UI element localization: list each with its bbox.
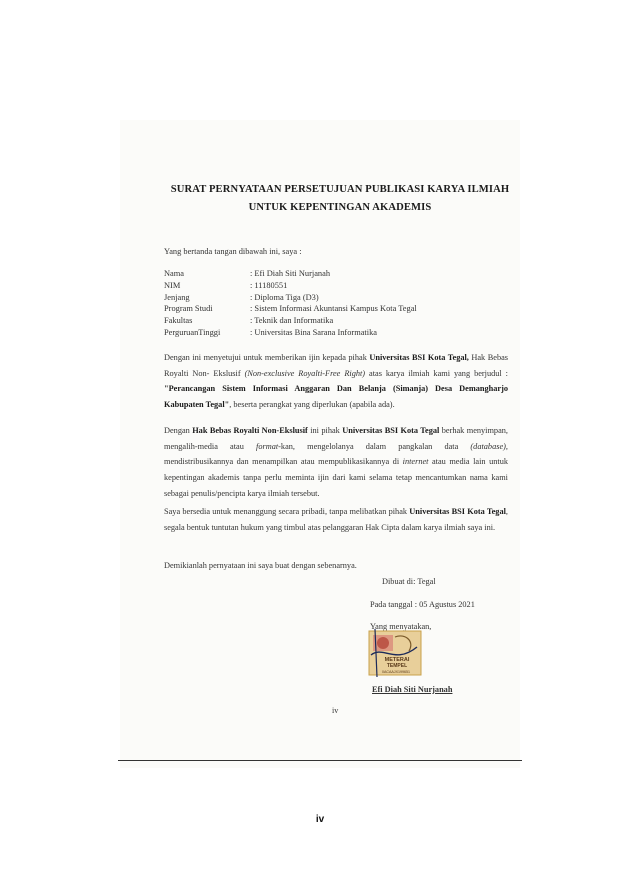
text-run: Hak Bebas Royalti Non- Ekslusif (164, 353, 509, 378)
text-run-italic: (database) (470, 441, 506, 451)
text-run: , mendistribusikannya dan menampilkan atau mempublikasikannya di (164, 441, 508, 467)
field-value: : Teknik dan Informatika (250, 316, 334, 326)
field-value: : Sistem Informasi Akuntansi Kampus Kota Tegal (250, 304, 417, 314)
signature-date: Pada tanggal : 05 Agustus 2021 (370, 600, 475, 609)
document-title-line2: UNTUK KEPENTINGAN AKADEMIS (248, 202, 432, 213)
text-run: , segala bentuk tuntutan hukum yang timbul atas pelanggaran Hak Cipta dalam karya ilmiah saya ini. (164, 507, 508, 532)
field-label: PerguruanTinggi (164, 327, 221, 337)
field-value: : Efi Diah Siti Nurjanah (250, 269, 331, 278)
field-row-level (164, 292, 504, 304)
field-label: Nama (164, 269, 184, 278)
field-label: Fakultas (164, 316, 193, 326)
field-row-name (164, 268, 504, 280)
text-run: Dengan ini menyetujui untuk memberikan ijin kepada pihak (164, 353, 370, 362)
thesis-title: "Perancangan Sistem Informasi Anggaran Dan Belanja (Simanja) Desa Demangharjo Kabupaten Tegal" (164, 384, 508, 410)
field-value: : Diploma Tiga (D3) (250, 292, 319, 302)
paragraph-consent (164, 350, 508, 413)
paragraph-liability (164, 504, 508, 535)
intro-text: Yang bertanda tangan dibawah ini, saya : (164, 247, 302, 256)
text-run-italic: format (256, 441, 279, 451)
field-row-program (164, 303, 504, 315)
field-value: : Universitas Bina Sarana Informatika (250, 327, 377, 337)
text-run-bold: Universitas BSI Kota Tegal, (369, 353, 469, 362)
text-run: ini pihak (307, 426, 343, 435)
field-row-faculty (164, 315, 504, 327)
stamp-serial: 0ACAAJX199651 (382, 670, 410, 674)
document-title-line1: SURAT PERNYATAAN PERSETUJUAN PUBLIKASI KARYA ILMIAH (170, 184, 510, 195)
text-run: -kan, mengelolanya dalam pangkalan data (278, 441, 471, 451)
text-run-bold: Universitas BSI Kota Tegal (342, 426, 440, 435)
text-run: , beserta perangkat yang diperlukan (apabila ada). (229, 400, 395, 410)
signature-place: Dibuat di: Tegal (382, 577, 436, 586)
scanned-document (120, 120, 520, 768)
text-run: Dengan (164, 426, 193, 435)
paragraph-rights (164, 423, 508, 502)
identity-fields (164, 268, 504, 339)
text-run-bold: Hak Bebas Royalti Non-Ekslusif (192, 426, 308, 435)
field-row-university (164, 327, 504, 339)
text-run: Saya bersedia untuk menanggung secara pribadi, tanpa melibatkan pihak (164, 507, 410, 516)
text-run-bold: Universitas BSI Kota Tegal (409, 507, 506, 516)
meterai-stamp (365, 625, 425, 681)
field-label: NIM (164, 280, 181, 290)
scanned-page-number: iv (332, 706, 339, 715)
signature-declarant: Yang menyatakan, (370, 622, 432, 631)
field-label: Program Studi (164, 304, 213, 314)
signer-name: Efi Diah Siti Nurjanah (372, 685, 453, 694)
paragraph-closing: Demikianlah pernyataan ini saya buat dengan sebenarnya. (164, 561, 357, 570)
text-run: atas karya ilmiah kami yang berjudul : (365, 368, 508, 378)
footer-divider (118, 760, 522, 761)
field-label: Jenjang (164, 292, 190, 302)
field-row-nim (164, 280, 504, 292)
field-value: : 11180551 (250, 280, 288, 290)
stamp-label-2: TEMPEL (386, 663, 408, 669)
page-number: iv (315, 814, 325, 825)
stamp-label-1: METERAI (384, 657, 410, 663)
text-run: berhak menyimpan, mengalih-media atau (164, 426, 508, 451)
text-run-italic: (Non-exclusive Royalti-Free Right) (244, 368, 366, 378)
text-run: atau media lain untuk kepentingan akademis tanpa perlu meminta ijin dari kami selama tetap mencantumkan nama kami sebagai penulis/pencipta karya ilmiah tersebut. (164, 457, 508, 498)
text-run-italic: internet (402, 457, 429, 467)
